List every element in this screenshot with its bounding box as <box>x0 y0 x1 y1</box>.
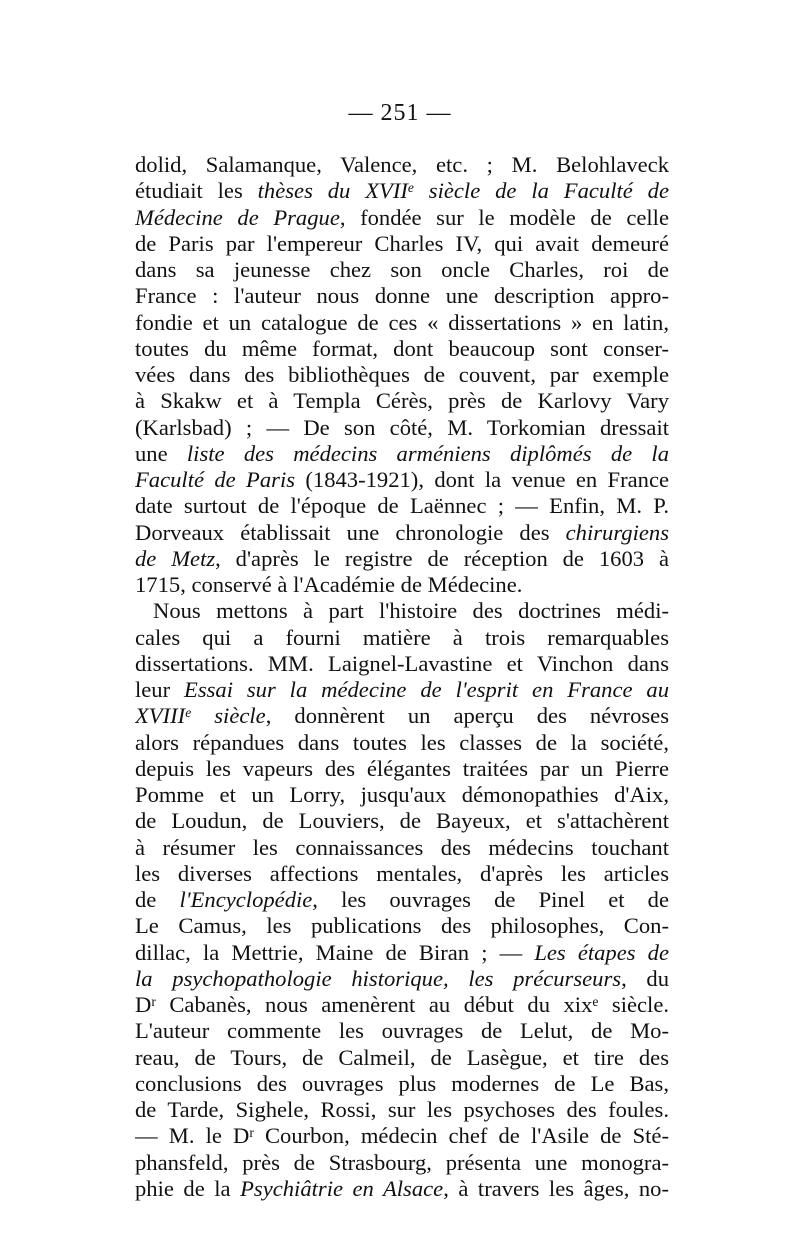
text-segment: , à travers les âges, no- <box>443 1175 669 1201</box>
text-line <box>135 940 669 966</box>
text-line <box>135 625 669 651</box>
text-line <box>135 992 669 1018</box>
text-segment: de Loudun, de Louviers, de Bayeux, et s'attachèrent <box>135 808 669 834</box>
text-segment: (Karlsbad) ; — De son côté, M. Torkomian dressait <box>135 414 669 440</box>
italic-text: siècle de la Faculté de <box>413 178 669 204</box>
text-line <box>135 1018 669 1044</box>
text-line <box>135 1123 669 1149</box>
text-line <box>135 310 669 336</box>
italic-text: de Metz <box>135 545 216 571</box>
italic-text: e <box>407 180 414 196</box>
text-segment: siècle. <box>598 992 669 1017</box>
text-line <box>135 651 669 677</box>
text-line <box>135 362 669 388</box>
italic-text: Faculté de Paris <box>135 467 296 492</box>
text-line <box>135 388 669 414</box>
italic-text: chirurgiens <box>565 519 669 545</box>
text-segment: , les ouvrages de Pinel et de <box>312 887 669 912</box>
italic-text: Essai sur la médecine de l'esprit en France au <box>184 677 669 702</box>
text-line <box>135 598 669 624</box>
text-segment: (1843-1921), dont la venue en France <box>295 467 669 492</box>
text-segment: dissertations. MM. Laignel-Lavastine et Vinchon dans <box>135 650 669 676</box>
italic-text: Médecine de Prague <box>135 204 340 230</box>
text-segment: une <box>135 440 187 466</box>
text-line <box>135 205 669 231</box>
text-segment: vées dans des bibliothèques de couvent, par exemple <box>135 362 669 387</box>
text-segment: D <box>135 992 152 1017</box>
italic-text: l'Encyclopédie <box>179 887 313 912</box>
text-segment: — M. le D <box>135 1123 250 1149</box>
text-segment: France : l'auteur nous donne une description appro- <box>135 283 669 309</box>
text-segment: à Skakw et à Templa Cérès, près de Karlovy Vary <box>135 388 669 414</box>
body-text <box>135 152 669 1202</box>
text-segment: r <box>249 1125 254 1141</box>
text-segment: étudiait les <box>135 178 258 204</box>
text-line <box>135 756 669 782</box>
text-segment: , fondée sur le modèle de celle <box>339 204 669 230</box>
text-line <box>135 782 669 808</box>
text-segment: Courbon, médecin chef de l'Asile de Sté- <box>253 1123 669 1149</box>
text-segment: L'auteur commente les ouvrages de Lelut, de Mo- <box>135 1018 669 1044</box>
text-line <box>135 808 669 834</box>
text-line <box>135 257 669 283</box>
text-segment: Pomme et un Lorry, jusqu'aux démonopathies d'Aix, <box>135 782 669 807</box>
text-line <box>135 546 669 572</box>
text-line <box>135 861 669 887</box>
text-segment: conclusions des ouvrages plus modernes de Le Bas, <box>135 1070 669 1096</box>
text-segment: dans sa jeunesse chez son oncle Charles, roi de <box>135 257 669 282</box>
text-line <box>135 835 669 861</box>
text-segment: dillac, la Mettrie, Maine de Biran ; — <box>135 939 535 965</box>
page-number: — 251 — <box>348 100 452 126</box>
text-line <box>135 730 669 756</box>
text-segment: de Paris par l'empereur Charles IV, qui avait demeuré <box>135 230 669 256</box>
italic-text: siècle <box>191 703 266 729</box>
italic-text: e <box>185 705 192 721</box>
text-line <box>135 152 669 178</box>
text-segment: 1715, conservé à l'Académie de Médecine. <box>135 572 523 597</box>
text-line <box>135 887 669 913</box>
text-segment: alors répandues dans toutes les classes de la société, <box>135 729 669 755</box>
text-line <box>135 1045 669 1071</box>
text-segment: Cabanès, nous amenèrent au début du xix <box>155 992 593 1017</box>
italic-text: liste des médecins arméniens diplômés de la <box>186 440 669 466</box>
text-segment: , du <box>621 965 669 991</box>
text-line <box>135 415 669 441</box>
italic-text: XVIII <box>135 703 186 729</box>
text-line <box>135 178 669 204</box>
italic-text: Psychiâtrie en Alsace <box>240 1175 444 1201</box>
text-segment: Dorveaux établissait une chronologie des <box>135 519 566 545</box>
text-line <box>135 231 669 257</box>
text-line <box>135 493 669 519</box>
text-segment: r <box>151 993 156 1009</box>
text-segment: reau, de Tours, de Calmeil, de Lasègue, et tire des <box>135 1044 669 1070</box>
text-segment: , donnèrent un aperçu des névroses <box>265 703 669 729</box>
text-segment: depuis les vapeurs des élégantes traitées par un Pierre <box>135 755 669 781</box>
text-segment: , d'après le registre de réception de 1603 à <box>215 545 669 571</box>
text-line <box>135 572 669 598</box>
text-line <box>135 336 669 362</box>
text-segment: phie de la <box>135 1175 241 1201</box>
text-segment: cales qui a fourni matière à trois remarquables <box>135 624 669 650</box>
italic-text: la psychopathologie historique, les précurseurs <box>135 965 622 991</box>
text-segment: fondie et un catalogue de ces « dissertations » en latin, <box>135 309 669 335</box>
text-line <box>135 913 669 939</box>
text-segment: les diverses affections mentales, d'après les articles <box>135 860 669 886</box>
text-line <box>135 467 669 493</box>
text-segment: phansfeld, près de Strasbourg, présenta une monogra- <box>135 1149 669 1175</box>
text-segment: Nous mettons à part l'histoire des doctrines médi- <box>153 598 669 624</box>
text-line <box>135 1071 669 1097</box>
text-line <box>135 520 669 546</box>
text-line <box>135 1150 669 1176</box>
italic-text: Les étapes de <box>534 939 669 965</box>
italic-text: thèses du XVII <box>257 178 408 204</box>
text-segment: de Tarde, Sighele, Rossi, sur les psychoses des foules. <box>135 1097 669 1122</box>
text-segment: e <box>592 993 599 1009</box>
text-line <box>135 677 669 703</box>
text-segment: à résumer les connaissances des médecins touchant <box>135 834 669 860</box>
text-segment: Le Camus, les publications des philosophes, Con- <box>135 913 669 939</box>
text-line <box>135 1097 669 1123</box>
text-segment: date surtout de l'époque de Laënnec ; — Enfin, M. P. <box>135 493 669 519</box>
text-line <box>135 966 669 992</box>
text-line <box>135 283 669 309</box>
text-line <box>135 1176 669 1202</box>
text-segment: de <box>135 887 180 912</box>
text-line <box>135 441 669 467</box>
text-segment: dolid, Salamanque, Valence, etc. ; M. Belohlaveck <box>135 152 669 177</box>
text-segment: toutes du même format, dont beaucoup sont conser- <box>135 335 669 361</box>
text-segment: leur <box>135 677 185 702</box>
text-line <box>135 703 669 729</box>
